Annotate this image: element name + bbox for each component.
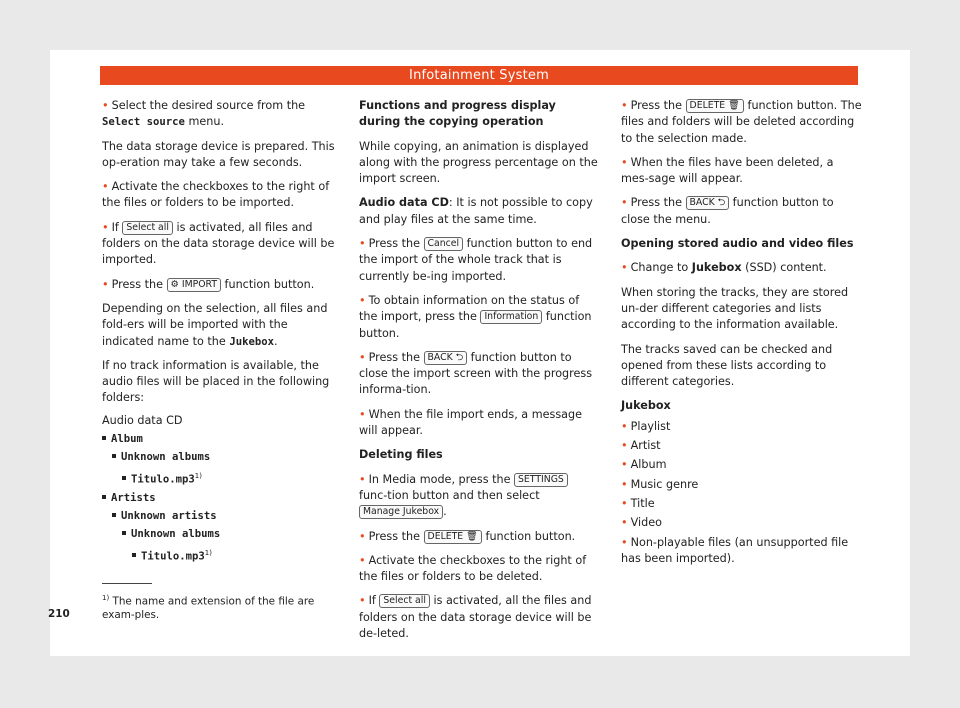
bullet-dot-icon: •	[621, 155, 628, 169]
bullet-dot-icon: •	[359, 237, 366, 251]
bullet-activate-delete: • Activate the checkboxes to the right of the files or folders to be deleted.	[359, 553, 587, 584]
paragraph-jukebox-import: Depending on the selection, all files and fold-ers will be imported with the indicated name to the Jukebox.	[102, 301, 328, 348]
paragraph-no-track-info: If no track information is available, the audio files will be placed in the following folders:	[102, 358, 330, 405]
bullet-press-delete: • Press the DELETE 🗑 function button.	[359, 529, 576, 543]
bullet-dot-icon: •	[359, 553, 366, 567]
footnote: $^{1)}$ The name and extension of the file are exam-ples.	[102, 594, 315, 622]
bullet-dot-icon: •	[621, 458, 628, 472]
paragraph-audio-cd: Audio data CD: It is not possible to copy and play files at the same time.	[359, 196, 593, 226]
bullet-select-all: • If Select all is activated, all files and folders on the data storage device will be imported.	[102, 220, 335, 267]
bullet-dot-icon: •	[621, 261, 628, 275]
footnote-mark: 1)	[194, 471, 202, 480]
bullet-dot-icon: •	[359, 594, 366, 608]
back-button[interactable]: BACK ⮌	[424, 351, 468, 365]
bullet-change-jukebox: • Change to Jukebox (SSD) content.	[621, 261, 827, 275]
list-item: • Non-playable files (an unsupported file has been imported).	[621, 535, 849, 565]
folder-tree	[102, 431, 342, 565]
tree-item: Titulo.mp3$^{1)}$	[102, 545, 342, 565]
delete-button[interactable]: DELETE 🗑	[686, 99, 744, 113]
bullet-press-import: • Press the ⚙ IMPORT function button.	[102, 277, 315, 291]
tree-item: Titulo.mp3$^{1)}$	[102, 468, 342, 488]
section-heading-deleting: Deleting files	[359, 448, 443, 462]
square-bullet-icon	[102, 495, 106, 499]
square-bullet-icon	[122, 531, 126, 535]
bullet-select-source: • Select the desired source from the Select source menu.	[102, 99, 306, 129]
bullet-files-deleted: • When the files have been deleted, a mes-sage will appear.	[621, 155, 834, 186]
manage-jukebox-button[interactable]: Manage Jukebox	[359, 505, 443, 519]
list-item: • Album	[621, 458, 667, 472]
bullet-select-all-delete: • If Select all is activated, all the files and folders on the data storage device will be de-leted.	[359, 594, 592, 641]
bullet-dot-icon: •	[359, 472, 366, 486]
back-button[interactable]: BACK ⮌	[686, 196, 730, 210]
bullet-dot-icon: •	[359, 293, 366, 307]
information-button[interactable]: Information	[480, 310, 542, 324]
manual-page	[50, 50, 910, 656]
page-number: 210	[48, 608, 70, 620]
section-heading-opening: Opening stored audio and video files	[621, 237, 854, 251]
square-bullet-icon	[112, 513, 116, 517]
jukebox-list	[621, 419, 863, 567]
bullet-dot-icon: •	[621, 196, 628, 210]
import-icon: ⚙	[170, 278, 179, 290]
bullet-dot-icon: •	[102, 180, 109, 194]
section-heading-progress: Functions and progress display during the copying operation	[359, 99, 556, 129]
square-bullet-icon	[132, 553, 136, 557]
list-item: • Artist	[621, 439, 661, 453]
bullet-dot-icon: •	[359, 350, 366, 364]
bullet-dot-icon: •	[102, 99, 109, 112]
tree-title: Audio data CD	[102, 413, 183, 427]
back-arrow-icon: ⮌	[455, 351, 464, 363]
footnote-mark: 1)	[204, 548, 212, 557]
bullet-dot-icon: •	[621, 535, 628, 549]
paragraph-tracks-saved: The tracks saved can be checked and opened from these lists according to different categories.	[621, 342, 833, 389]
tree-item: Unknown artists	[102, 508, 342, 524]
list-item: • Playlist	[621, 419, 671, 433]
tree-item: Unknown albums	[102, 526, 342, 542]
bullet-import-ends: • When the file import ends, a message will appear.	[359, 407, 583, 438]
settings-button[interactable]: SETTINGS	[514, 473, 568, 487]
bullet-settings: • In Media mode, press the SETTINGS func-tion button and then select Manage Jukebox .	[359, 472, 599, 521]
footnote-divider	[102, 583, 152, 584]
bullet-information: • To obtain information on the status of the import, press the Information function button.	[359, 293, 592, 340]
bullet-cancel: • Press the Cancel function button to end the import of the whole track that is currently be-ing imported.	[359, 237, 593, 283]
bullet-activate-checkboxes: • Activate the checkboxes to the right of the files or folders to be imported.	[102, 180, 330, 210]
code-jukebox: Jukebox	[229, 335, 274, 348]
list-item: • Music genre	[621, 477, 699, 491]
paragraph-prepared: The data storage device is prepared. This op-eration may take a few seconds.	[102, 139, 335, 169]
section-heading-jukebox: Jukebox	[621, 399, 671, 413]
bullet-dot-icon: •	[359, 407, 366, 421]
trash-icon: 🗑	[466, 530, 478, 542]
bullet-dot-icon: •	[102, 277, 109, 291]
bullet-dot-icon: •	[359, 529, 366, 543]
code-select-source: Select source	[102, 116, 185, 129]
delete-button[interactable]: DELETE 🗑	[424, 530, 482, 544]
select-all-button[interactable]: Select all	[122, 221, 173, 235]
bullet-back-import: • Press the BACK ⮌ function button to close the import screen with the progress informa-tion.	[359, 350, 593, 397]
list-item: • Video	[621, 516, 662, 530]
paragraph-storing: When storing the tracks, they are stored un-der different categories and lists according to the information available.	[621, 285, 849, 332]
column-1	[102, 98, 342, 567]
bullet-delete-confirm: • Press the DELETE 🗑 function button. The files and folders will be deleted according to the selection made.	[621, 99, 862, 145]
bullet-dot-icon: •	[621, 496, 628, 510]
bullet-dot-icon: •	[621, 516, 628, 530]
column-2	[359, 98, 599, 650]
import-button[interactable]: ⚙ IMPORT	[167, 278, 221, 292]
bullet-dot-icon: •	[102, 220, 109, 234]
bullet-dot-icon: •	[621, 419, 628, 433]
column-3	[621, 98, 863, 567]
page-header: Infotainment System	[100, 66, 858, 85]
bullet-dot-icon: •	[621, 99, 628, 112]
square-bullet-icon	[122, 476, 126, 480]
back-arrow-icon: ⮌	[717, 197, 726, 209]
tree-item: Album	[102, 431, 342, 447]
square-bullet-icon	[102, 436, 106, 440]
select-all-button[interactable]: Select all	[379, 594, 430, 608]
bullet-back-menu: • Press the BACK ⮌ function button to close the menu.	[621, 196, 834, 226]
paragraph-animation: While copying, an animation is displayed along with the progress percentage on the import screen.	[359, 139, 598, 186]
bullet-dot-icon: •	[621, 477, 628, 491]
trash-icon: 🗑	[728, 100, 740, 111]
bullet-dot-icon: •	[621, 439, 628, 453]
tree-item: Unknown albums	[102, 449, 342, 465]
cancel-button[interactable]: Cancel	[424, 237, 464, 251]
square-bullet-icon	[112, 454, 116, 458]
tree-item: Artists	[102, 490, 342, 506]
list-item: • Title	[621, 496, 655, 510]
